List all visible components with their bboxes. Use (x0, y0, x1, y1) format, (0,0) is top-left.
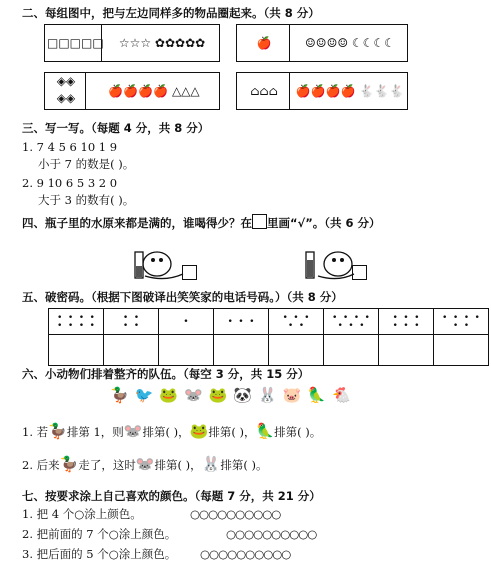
answer-cell-6[interactable] (324, 335, 379, 366)
answer-box-2[interactable] (352, 265, 367, 280)
group-3-right: 🍎🍎🍎🍎 △△△ (108, 84, 200, 98)
answer-cell-1[interactable] (49, 335, 104, 366)
answer-cell-7[interactable] (379, 335, 434, 366)
group-1-right: ☆☆☆ ✿✿✿✿✿ (118, 36, 206, 50)
frog-icon: 🐸 (189, 422, 209, 440)
group-1-left: □□□□□ (47, 36, 104, 50)
group-3-box (44, 72, 220, 110)
group-2-left: 🍎 (256, 36, 272, 50)
answer-box-1[interactable] (182, 265, 197, 280)
animal-queue: 🦆🐦🐸🐭🐸🐼🐰🐷🦜🐔 (110, 386, 357, 404)
mouse-icon: 🐭 (123, 422, 143, 440)
dot-cell-3: • (159, 309, 214, 335)
dot-cell-7: • • • • • • (379, 309, 434, 335)
answer-box-sample (252, 214, 267, 229)
q6-2: 2. 后来🦆走了，这时🐭排第( )，🐰排第( )。 (22, 455, 268, 473)
q2-text: 大于 3 的数有( )。 (38, 193, 135, 207)
duck-icon-2: 🦆 (59, 455, 79, 473)
answer-cell-5[interactable] (269, 335, 324, 366)
q7-1: 1. 把 4 个○涂上颜色。 (22, 507, 142, 521)
circles-1[interactable]: ○○○○○○○○○○ (190, 507, 281, 521)
q6-1: 1. 若🦆排第 1，则🐭排第( )，🐸排第( )，🦜排第( )。 (22, 422, 322, 440)
section-5-title: 五、破密码。（根据下图破译出笑笑家的电话号码。）（共 8 分） (22, 290, 343, 304)
q7-2: 2. 把前面的 7 个○涂上颜色。 (22, 527, 177, 541)
dot-cell-4: • • • (214, 309, 269, 335)
circles-2[interactable]: ○○○○○○○○○○ (226, 527, 317, 541)
bird-icon: 🦜 (255, 422, 275, 440)
rabbit-icon: 🐰 (201, 455, 221, 473)
group-4-left: ⌂⌂⌂ (250, 84, 278, 98)
code-table (48, 308, 489, 366)
dot-cell-1: • • • • • • • • (49, 309, 104, 335)
group-3-left: ◈◈ ◈◈ (56, 74, 76, 105)
answer-cell-8[interactable] (434, 335, 489, 366)
group-2-right: ☺☺☺☺ ☾☾☾☾ (305, 36, 395, 50)
dot-cell-5: • • • • • (269, 309, 324, 335)
group-2-box (236, 24, 408, 62)
mouse-icon-2: 🐭 (135, 455, 155, 473)
q1-text: 小于 7 的数是( )。 (38, 157, 135, 171)
dot-cell-2: • • • • (104, 309, 159, 335)
circles-3[interactable]: ○○○○○○○○○○ (200, 547, 291, 561)
section-2-title: 二、每组图中，把与左边同样多的物品圈起来。（共 8 分） (22, 6, 320, 20)
section-7-title: 七、按要求涂上自己喜欢的颜色。（每题 7 分，共 21 分） (22, 489, 321, 503)
answer-cell-4[interactable] (214, 335, 269, 366)
answer-cell-2[interactable] (104, 335, 159, 366)
group-4-right: 🍎🍎🍎🍎 🐇🐇🐇 (295, 84, 405, 98)
section-3-title: 三、写一写。（每题 4 分，共 8 分） (22, 121, 210, 135)
q1-numbers: 1. 7 4 5 6 10 1 9 (22, 140, 118, 154)
q2-numbers: 2. 9 10 6 5 3 2 0 (22, 176, 118, 190)
q7-3: 3. 把后面的 5 个○涂上颜色。 (22, 547, 177, 561)
group-4-box (236, 72, 408, 110)
section-4-title: 四、瓶子里的水原来都是满的，谁喝得少？在 里画“√”。（共 6 分） (22, 216, 381, 230)
group-1-box (44, 24, 220, 62)
duck-icon: 🦆 (48, 422, 67, 440)
section-6-title: 六、小动物们排着整齐的队伍。（每空 3 分，共 15 分） (22, 367, 310, 381)
dot-cell-8: • • • • • • (434, 309, 489, 335)
dot-cell-6: • • • • • • • (324, 309, 379, 335)
answer-cell-3[interactable] (159, 335, 214, 366)
